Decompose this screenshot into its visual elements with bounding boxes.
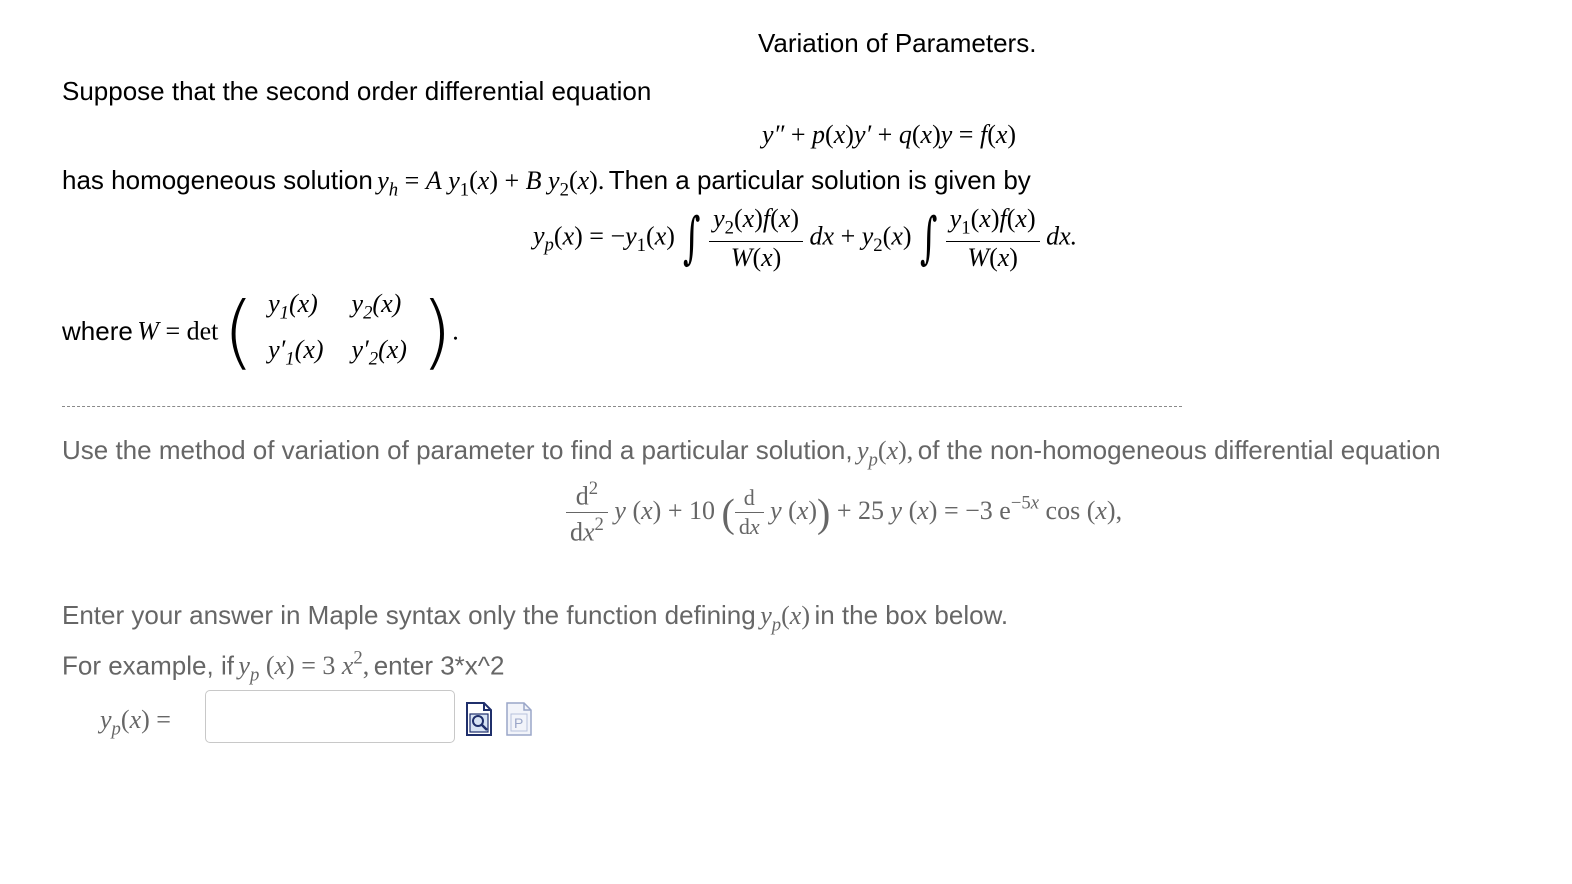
help-line-1-suffix: in the box below. (814, 600, 1009, 630)
particular-formula: $y_p(x) = -y_1(x)$ ∫ $\frac{y_2(x)f(x)}{W(x)}$ dx + $y_2(x)$ ∫ $\frac{y_1(x)f(x)}{W(x)}$ dx. (533, 204, 1078, 272)
intro-line-2 (62, 165, 1031, 202)
homog-suffix: Then a particular solution is given by (608, 165, 1031, 195)
section-divider (62, 406, 1182, 407)
svg-text:P: P (514, 715, 524, 731)
answer-help-line-1 (62, 600, 1008, 637)
problem-instruction-suffix: of the non-homogeneous differential equation (917, 435, 1441, 465)
wronskian-definition: where W = det ( $y_1(x)$ $y_2(x)$ $y'_1(x)$ $y'_2(x)$ ). (62, 284, 459, 378)
page-title: Variation of Parameters. (758, 28, 1037, 58)
help-line-2-suffix: enter 3*x^2 (373, 650, 505, 681)
answer-help-line-2 (62, 648, 504, 687)
where-label: where (62, 316, 133, 347)
wronskian-matrix: $y_1(x)$ $y_2(x)$ $y'_1(x)$ $y'_2(x)$ (268, 289, 407, 370)
preview-icon[interactable] (465, 702, 493, 741)
help-example: $y_p$ (x) = 3 $x^2$, (238, 648, 370, 686)
homog-prefix: has homogeneous solution (62, 165, 373, 195)
homog-solution: $y_h = A$ $y_1(x) + B$ $y_2(x)$. (377, 166, 605, 201)
intro-line-1: Suppose that the second order differential equation (62, 76, 652, 106)
problem-symbol: $y_p(x)$, (857, 436, 914, 471)
help-symbol: $y_p(x)$ (760, 601, 810, 636)
answer-label: $y_p(x)$ = (100, 705, 171, 740)
problem-ode: $\frac{d^2}{dx^2}$ y (x) + 10 ( $\frac{d}{dx}$ y (x)) + 25 y (x) = −3 $e^{-5x}$ cos (x), (566, 478, 1122, 548)
general-ode: y″ + p(x)y′ + q(x)y = f(x) (762, 120, 1017, 149)
maple-syntax-icon[interactable] (505, 702, 533, 741)
problem-instruction (62, 435, 1441, 472)
help-line-2-prefix: For example, if (62, 650, 234, 681)
problem-instruction-prefix: Use the method of variation of parameter to find a particular solution, (62, 435, 853, 465)
answer-input[interactable] (205, 690, 455, 743)
help-line-1-prefix: Enter your answer in Maple syntax only the function defining (62, 600, 756, 630)
